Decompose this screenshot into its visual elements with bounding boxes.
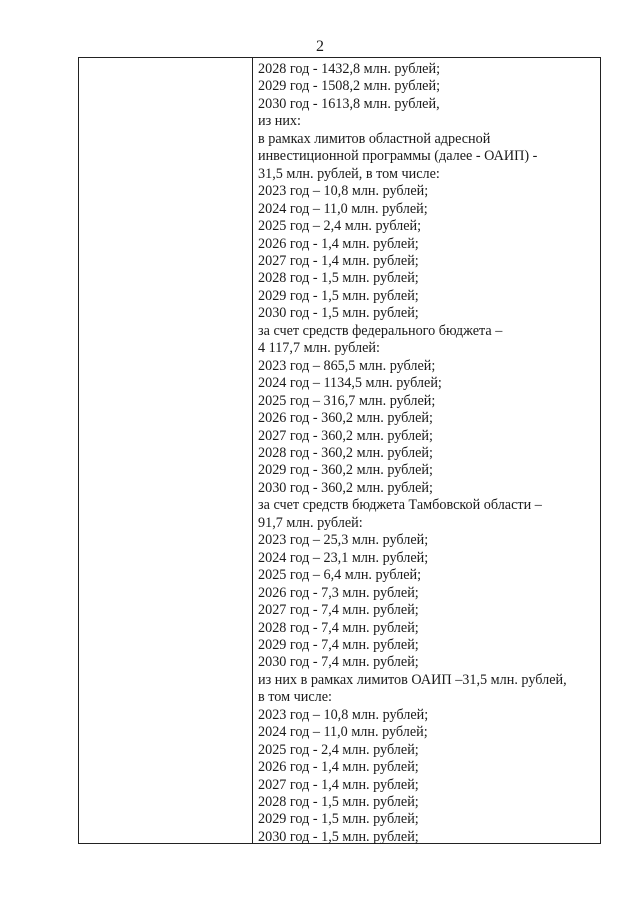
text-line: из них в рамках лимитов ОАИП –31,5 млн. рублей, bbox=[258, 671, 567, 688]
text-line: 2023 год – 10,8 млн. рублей; bbox=[258, 183, 429, 200]
text-line: 2024 год – 11,0 млн. рублей; bbox=[258, 724, 428, 741]
text-line: 2028 год - 7,4 млн. рублей; bbox=[258, 619, 419, 636]
text-line: 2026 год - 360,2 млн. рублей; bbox=[258, 410, 433, 427]
text-line: в том числе: bbox=[258, 689, 332, 706]
page-number: 2 bbox=[316, 38, 324, 55]
text-line: 2026 год - 7,3 млн. рублей; bbox=[258, 584, 419, 601]
text-line: 2027 год - 1,4 млн. рублей; bbox=[258, 776, 419, 793]
text-line: 2023 год – 10,8 млн. рублей; bbox=[258, 706, 429, 723]
text-line: 2027 год - 360,2 млн. рублей; bbox=[258, 427, 433, 444]
text-line: 2029 год - 7,4 млн. рублей; bbox=[258, 636, 419, 653]
text-line: 2030 год - 1,5 млн. рублей; bbox=[258, 305, 419, 322]
text-line: инвестиционной программы (далее - ОАИП) - bbox=[258, 148, 538, 165]
text-line: 2028 год - 1432,8 млн. рублей; bbox=[258, 61, 441, 77]
text-line: 2025 год – 316,7 млн. рублей; bbox=[258, 392, 436, 409]
text-line: 2029 год - 360,2 млн. рублей; bbox=[258, 462, 433, 479]
text-line: 2028 год - 1,5 млн. рублей; bbox=[258, 270, 419, 287]
table-left-cell bbox=[79, 58, 253, 843]
text-line: 31,5 млн. рублей, в том числе: bbox=[258, 165, 440, 182]
text-line: 2023 год – 865,5 млн. рублей; bbox=[258, 357, 436, 374]
text-line: 2028 год - 1,5 млн. рублей; bbox=[258, 794, 419, 811]
text-line: 2030 год - 1613,8 млн. рублей, bbox=[258, 95, 440, 112]
text-line: 2029 год - 1,5 млн. рублей; bbox=[258, 811, 419, 828]
text-line: 2027 год - 1,4 млн. рублей; bbox=[258, 252, 419, 269]
text-line: 2029 год - 1,5 млн. рублей; bbox=[258, 287, 419, 304]
text-line: 2025 год – 6,4 млн. рублей; bbox=[258, 567, 422, 584]
text-line: 2025 год - 2,4 млн. рублей; bbox=[258, 741, 419, 758]
text-line: 2023 год – 25,3 млн. рублей; bbox=[258, 532, 429, 549]
text-line: в рамках лимитов областной адресной bbox=[258, 130, 491, 147]
funding-table bbox=[78, 57, 601, 844]
text-line: 2029 год - 1508,2 млн. рублей; bbox=[258, 78, 441, 95]
text-line: 2027 год - 7,4 млн. рублей; bbox=[258, 602, 419, 619]
text-line: 2030 год - 7,4 млн. рублей; bbox=[258, 654, 419, 671]
text-line: 2024 год – 23,1 млн. рублей; bbox=[258, 549, 429, 566]
text-line: 2028 год - 360,2 млн. рублей; bbox=[258, 444, 433, 461]
text-line: 2024 год – 11,0 млн. рублей; bbox=[258, 200, 428, 217]
text-line: 4 117,7 млн. рублей: bbox=[258, 340, 380, 357]
text-line: 2030 год - 1,5 млн. рублей; bbox=[258, 828, 419, 845]
text-line: 2025 год – 2,4 млн. рублей; bbox=[258, 218, 422, 235]
text-line: 2030 год - 360,2 млн. рублей; bbox=[258, 479, 433, 496]
text-line: 2024 год – 1134,5 млн. рублей; bbox=[258, 375, 442, 392]
table-right-cell bbox=[253, 58, 600, 843]
text-line: из них: bbox=[258, 113, 301, 130]
text-line: за счет средств бюджета Тамбовской области – bbox=[258, 497, 542, 514]
text-line: 2026 год - 1,4 млн. рублей; bbox=[258, 235, 419, 252]
text-line: за счет средств федерального бюджета – bbox=[258, 322, 503, 339]
text-line: 2026 год - 1,4 млн. рублей; bbox=[258, 759, 419, 776]
text-line: 91,7 млн. рублей: bbox=[258, 514, 363, 531]
